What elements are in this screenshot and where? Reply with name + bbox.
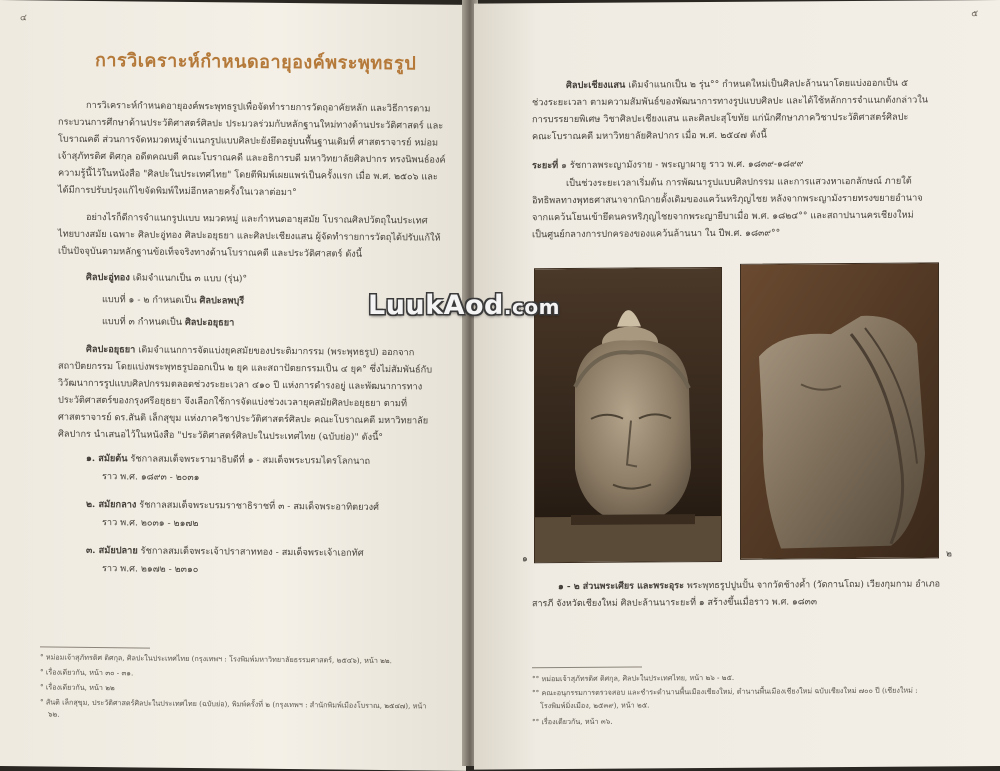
text-line: เป็นปัจจุบันตามหลักฐานข้อเท็จจริงทางด้านโบราณคดี และประวัติศาสตร์ ดังนี้ [58,245,363,260]
footnote: โรงพิมพ์มิ่งเมือง, ๒๕๓๙), หน้า ๒๕. [540,700,650,711]
text-line: คณะโบราณคดี มหาวิทยาลัยศิลปากร เมื่อ พ.ศ. ๒๕๔๗ ดังนี้ [532,129,767,143]
section-heading: ระยะที่ [532,160,559,172]
text-line: อิทธิพลทางพุทธศาสนาจากนิกายดั้งเดิมของแคว้นหริภุญไชย หลังจากพระญามังรายทรงขยายอำนาจ [532,192,923,207]
page-title: การวิเคราะห์กำหนดอายุองค์พระพุทธรูป [95,49,417,75]
type-value: ศิลปะอยุธยา [184,316,235,329]
text-line: วิวัฒนาการรูปแบบศิลปกรรมตลอดช่วงระยะเวลา ๔๑๐ ปี แห่งการดำรงอยู่ และพัฒนาการทาง [58,377,423,393]
caption-text: สารภี จังหวัดเชียงใหม่ ศิลปะล้านนาระยะที่ ๑ สร้างขึ้นเมื่อราว พ.ศ. ๑๘๓๓ [532,597,817,610]
caption-text: พระพุทธรูปปูนปั้น จากวัดช้างค้ำ (วัดกานโถม) เวียงกุมกาม อำเภอ [686,579,941,592]
text-line: เดิมจำแนกเป็น ๒ รุ่น°° กำหนดใหม่เป็นศิลปะล้านนาโดยแบ่งออกเป็น ๕ [628,77,909,91]
footnote: ° หม่อมเจ้าสุภัทรดิศ ดิศกุล, ศิลปะในประเทศไทย (กรุงเทพฯ : โรงพิมพ์มหาวิทยาลัยธรรมศาสตร์, ๒๕๔๖), หน้า ๒๒. [40,652,392,666]
watermark [368,290,560,321]
type-label: แบบที่ ๑ - ๒ กำหนดเป็น [102,294,197,307]
footnote-divider [40,646,150,648]
text-line: ไทยบางสมัย เฉพาะ ศิลปะอู่ทอง ศิลปะอยุธยา และศิลปะเชียงแสน ผู้จัดทำรายการวัตถุได้ปรับแก้ให้ [58,228,441,244]
text-line: ช่วงระยะเวลา ตามความสัมพันธ์ของพัฒนาการทางรูปแบบศิลปะ และได้ใช้หลักการจำแนกดังกล่าวใน [532,94,929,109]
section-heading: ศิลปะอู่ทอง [86,271,130,284]
photo-label: ๑ [522,554,528,565]
watermark-suffix: .com [503,295,560,319]
footnote: ° สันติ เล็กสุขุม, ประวัติศาสตร์ศิลปะในประเทศไทย (ฉบับย่อ), พิมพ์ครั้งที่ ๒ (กรุงเทพฯ : สำนักพิมพ์เมืองโบราณ, ๒๕๔๗), หน้า [40,697,427,711]
page-number: ๔ [20,13,27,24]
text-line: ความรู้นี้ไว้ในหนังสือ "ศิลปะในประเทศไทย" โดยตีพิมพ์เผยแพร่เป็นครั้งแรก เมื่อ พ.ศ. ๒๕๐๖ และ [58,167,438,183]
text-line: อย่างไรก็ดีการจำแนกรูปแบบ หมวดหมู่ และกำหนดอายุสมัย โบราณศิลปวัตถุในประเทศ [86,211,428,227]
footnote: °° หม่อมเจ้าสุภัทรดิศ ดิศกุล, ศิลปะในประเทศไทย, หน้า ๒๖ - ๒๕. [532,672,735,684]
left-page [0,0,466,771]
right-page [474,0,1000,770]
period-reign: รัชกาลสมเด็จพระบรมราชาธิราชที่ ๓ - สมเด็จพระอาทิตยวงศ์ [139,499,379,513]
text-line: ศิลปากร นำเสนอไว้ในหนังสือ "ประวัติศาสตร์ศิลปะในประเทศไทย (ฉบับย่อ)" ดังนี้° [58,428,383,444]
section-intro: เดิมจำแนกเป็น ๓ แบบ (รุ่น)° [132,272,248,285]
period-label: ๓. สมัยปลาย [86,544,138,557]
period-reign: รัชกาลสมเด็จพระรามาธิบดีที่ ๑ - สมเด็จพระบรมไตรโลกนาถ [130,453,371,467]
type-label: แบบที่ ๓ กำหนดเป็น [102,316,183,328]
period-years: ราว พ.ศ. ๑๘๙๓ - ๒๐๓๑ [102,471,200,484]
text-line: กระบวนการศึกษาด้านประวัติศาสตร์ศิลปะ ประมวลร่วมกับหลักฐานใหม่ทางด้านประวัติศาสตร์ และ [58,116,444,132]
text-line: ศาสตราจารย์ ดร.สันติ เล็กสุขุม แห่งภาควิชาประวัติศาสตร์ศิลปะ คณะโบราณคดี มหาวิทยาลัย [58,411,429,427]
footnote-divider [532,666,642,668]
buddha-torso-photo [740,262,939,559]
period-reign: รัชกาลสมเด็จพระเจ้าปราสาททอง - สมเด็จพระเจ้าเอกทัศ [140,545,364,559]
footnote: ° เรื่องเดียวกัน, หน้า ๒๒ [40,682,115,693]
text-line: การวิเคราะห์กำหนดอายุองค์พระพุทธรูปเพื่อจัดทำรายการวัตถุอาคัยหลัก และวิธีการตาม [86,99,431,115]
period-label: ๑. สมัยต้น [86,452,128,465]
period-text: ๑ รัชกาลพระญามังราย - พระญาผายู ราว พ.ศ. ๑๘๓๙-๑๘๙๙ [561,158,804,172]
text-line: โบราณคดี ส่วนการจัดหมวดหมู่จำแนกรูปแบบศิลปะยังยึดอยู่บนพื้นฐานเดิมที่ ศาสตราจารย์ หม่อม [58,133,439,149]
period-label: ๒. สมัยกลาง [86,498,137,511]
period-years: ราว พ.ศ. ๒๑๗๒ - ๒๓๑๐ [102,563,199,576]
list-item [86,498,379,514]
footnote: ๖๒. [48,709,60,719]
footnote: °° เรื่องเดียวกัน, หน้า ๓๖. [532,716,613,727]
page-number: ๕ [971,9,978,20]
text-line: การบรรยายพิเศษ วิชาศิลปะเชียงแสน และศิลปะสุโขทัย แก่นักศึกษาภาควิชาประวัติศาสตร์ศิลปะ [532,111,909,126]
text-line: เป็นช่วงระยะเวลาเริ่มต้น การพัฒนารูปแบบศิลปกรรม และการแสวงหาเอกลักษณ์ ภายใต้ [566,175,912,190]
buddha-head-photo [534,267,722,563]
text-line: เจ้าสุภัทรดิศ ดิศกุล อดีตคณบดี คณะโบราณคดี และอธิการบดี มหาวิทยาลัยศิลปากร ทรงนิพนธ์องค์ [58,150,446,166]
text-line: ประวัติศาสตร์ของกรุงศรีอยุธยา จึงเลือกใช้การจัดแบ่งช่วงเวลายุคสมัยศิลปะอยุธยา ตามที่ [58,394,408,410]
footnote: °° คณะอนุกรรมการตรวจสอบ และชำระตำนานพื้นเมืองเชียงใหม่, ตำนานพื้นเมืองเชียงใหม่ ฉบับเชียงใหม่ ๗๐๐ ปี (เชียงใหม่ : [532,685,918,698]
text-line: ได้มีการปรับปรุงแก้ไขจัดพิมพ์ใหม่อีกหลายครั้งในเวลาต่อมา° [58,184,297,199]
buddha-torso-image [741,263,938,558]
buddha-head-image [535,268,721,562]
section-heading: ศิลปะเชียงแสน [566,79,626,92]
text-line: สถาปัตยกรรม โดยแบ่งพระพุทธรูปออกเป็น ๒ ยุค และสถาปัตยกรรมเป็น ๔ ยุค° ซึ่งไม่สัมพันธ์กับ [58,360,433,376]
intro-paragraph [0,0,466,199]
text-line: จากแคว้นโยนเข้ายึดนครหริภุญไชยจากพระญายีบาเมื่อ พ.ศ. ๑๘๒๔°° และสถาปนานครเชียงใหม่ [532,209,914,224]
section-heading: ศิลปะอยุธยา [86,343,136,356]
type-value: ศิลปะลพบุรี [199,295,245,307]
watermark-brand: LuukAod [368,290,504,321]
period-years: ราว พ.ศ. ๒๐๓๑ - ๒๑๗๒ [102,517,199,530]
list-item [86,544,364,560]
chiangsaen-section [474,0,1000,143]
text-line: เป็นศูนย์กลางการปกครองของแคว้นล้านนา ใน ปีพ.ศ. ๑๘๓๙°° [532,227,781,241]
list-item [86,452,370,468]
footnote: ° เรื่องเดียวกัน, หน้า ๓๐ - ๓๑. [40,667,134,678]
photo-label: ๒ [946,549,952,560]
text-line: เดิมจำแนกการจัดแบ่งยุคสมัยของประติมากรรม (พระพุทธรูป) ออกจาก [138,344,415,359]
caption-title: ๑ - ๒ ส่วนพระเศียร และพระอุระ [558,581,684,593]
